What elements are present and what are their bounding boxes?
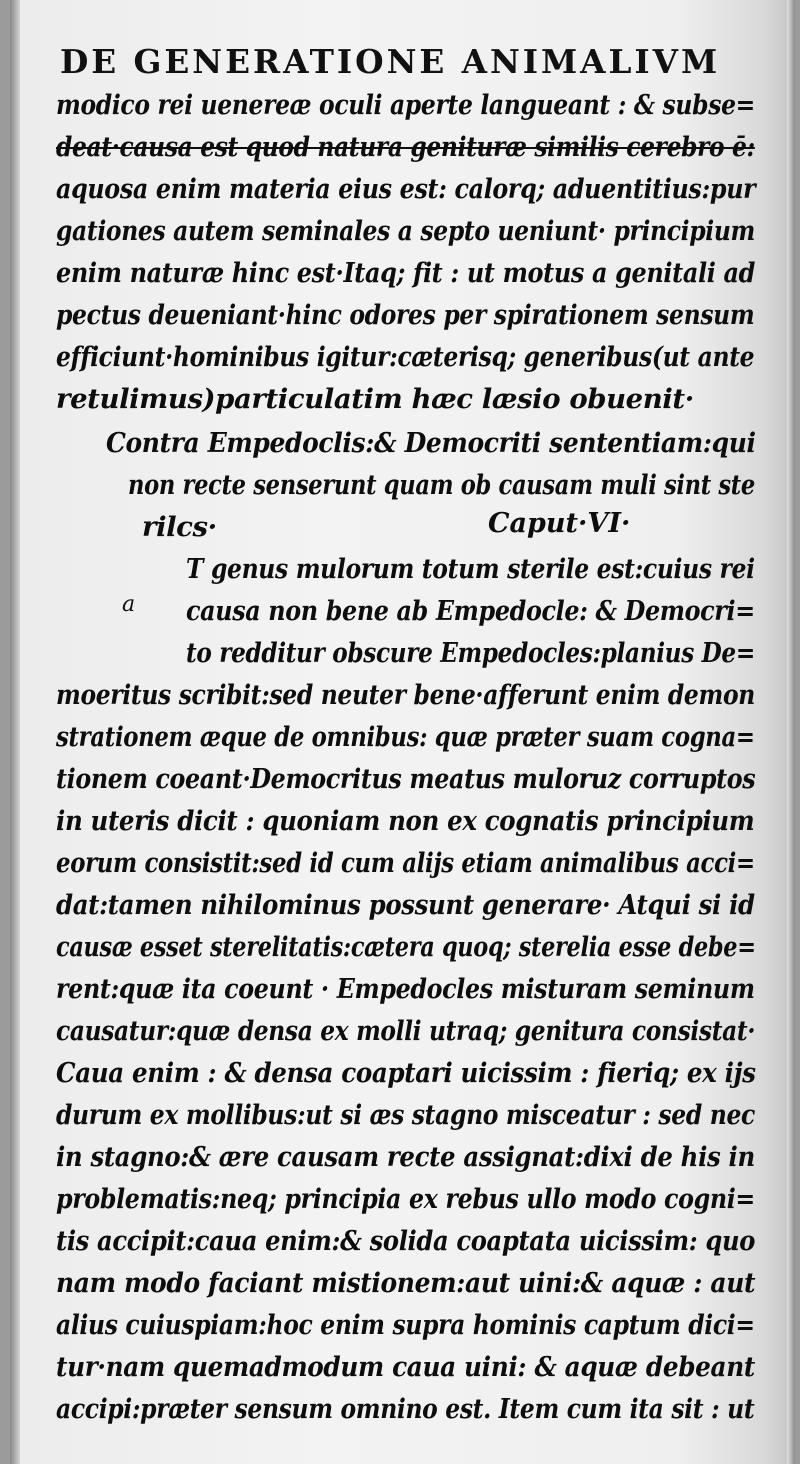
text-line: T genus mulorum totum sterile est:cuius rei	[186, 553, 755, 585]
chapter-heading-line: Contra Empedoclis:& Democriti sententiam:qui	[106, 427, 756, 459]
text-line: alius cuiuspiam:hoc enim supra hominis captum dici=	[56, 1309, 755, 1341]
text-line: in uteris dicit : quoniam non ex cognatis principium	[56, 805, 755, 837]
text-line: problematis:neq; principia ex rebus ullo modo cogni=	[56, 1183, 755, 1215]
text-line: causa non bene ab Empedocle: & Democri=	[186, 595, 755, 627]
text-line: tis accipit:caua enim:& solida coaptata uicissim: quo	[56, 1225, 756, 1257]
text-line: rent:quæ ita coeunt · Empedocles misturam seminum	[56, 973, 755, 1005]
text-line: modico rei uenereæ oculi aperte langueant : & subse=	[56, 89, 755, 121]
text-line: accipi:præter sensum omnino est. Item cum ita sit : ut	[56, 1393, 755, 1425]
text-line: Caua enim : & densa coaptari uicissim : fieriq; ex ijs	[56, 1057, 756, 1089]
text-line: tionem coeant·Democritus meatus muloruz corruptos	[56, 763, 756, 795]
text-line: pectus deueniant·hinc odores per spirationem sensum	[56, 299, 755, 331]
text-line: causæ esset sterelitatis:cætera quoq; sterelia esse debe=	[56, 931, 756, 963]
chapter-number: Caput·VI·	[488, 508, 631, 539]
text-line: strationem æque de omnibus: quæ præter suam cogna=	[56, 721, 755, 753]
text-line: to redditur obscure Empedocles:planius De=	[186, 637, 755, 669]
text-line: eorum consistit:sed id cum alijs etiam animalibus acci=	[56, 847, 755, 879]
page-edge	[787, 0, 795, 1464]
chapter-heading-line: rilcs·	[142, 511, 217, 543]
text-line: nam modo faciant mistionem:aut uini:& aquæ : aut	[56, 1267, 756, 1299]
text-line: aquosa enim materia eius est: calorq; aduentitius:pur	[56, 173, 756, 205]
page-gutter	[10, 0, 20, 1464]
text-line: durum ex mollibus:ut si æs stagno misceatur : sed nec	[56, 1099, 756, 1131]
text-line: gationes autem seminales a septo ueniunt· principium	[56, 215, 755, 247]
text-line: dat:tamen nihilominus possunt generare· Atqui si id	[56, 889, 755, 921]
book-page	[10, 0, 795, 1464]
margin-note: a	[122, 592, 136, 617]
chapter-heading-line: non recte senserunt quam ob causam muli sint ste	[128, 469, 755, 501]
text-line: causatur:quæ densa ex molli utraq; genitura consistat·	[56, 1015, 756, 1047]
text-line: enim naturæ hinc est·Itaq; fit : ut motus a genitali ad	[56, 257, 756, 289]
running-head: DE GENERATIONE ANIMALIVM	[60, 42, 721, 81]
text-line: efficiunt·hominibus igitur:cæterisq; generibus(ut ante	[56, 341, 755, 373]
text-line: deat·causa est quod natura genituræ similis cerebro ē:	[56, 131, 755, 163]
text-line: retulimus)particulatim hæc læsio obuenit·	[56, 383, 694, 415]
text-line: in stagno:& ære causam recte assignat:dixi de his in	[56, 1141, 755, 1173]
text-line: moeritus scribit:sed neuter bene·afferunt enim demon	[56, 679, 755, 711]
text-line: tur·nam quemadmodum caua uini: & aquæ debeant	[56, 1351, 755, 1383]
